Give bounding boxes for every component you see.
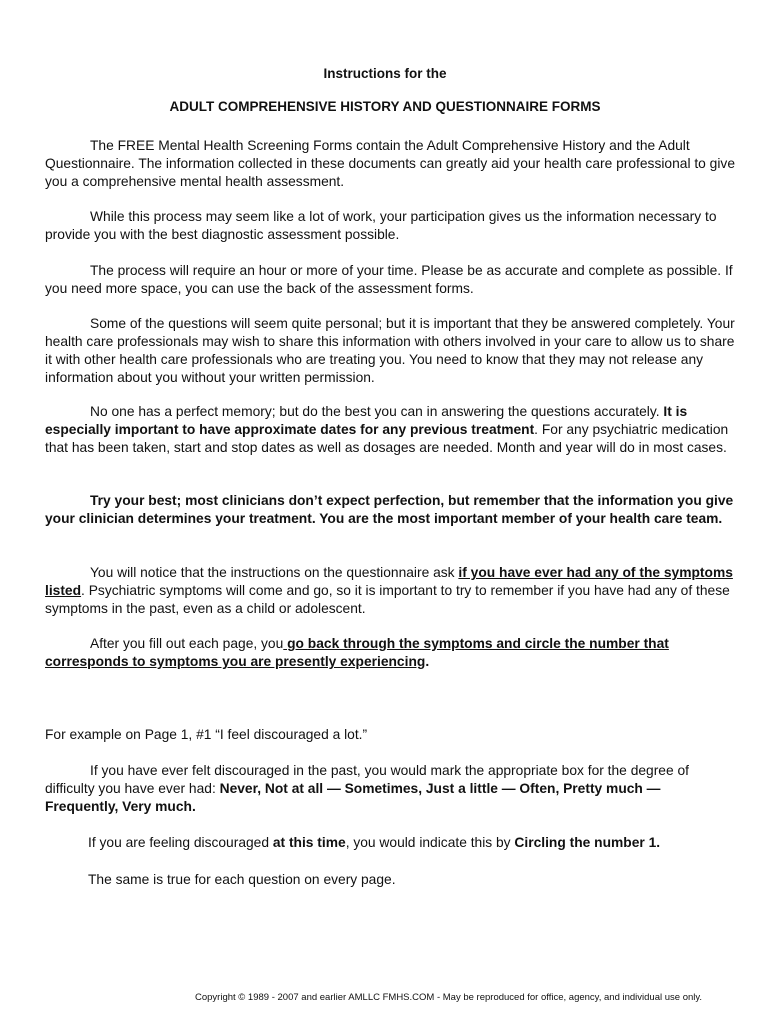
paragraph-9 xyxy=(45,762,735,816)
paragraph-6-text: Try your best; most clinicians don’t expect perfection, but remember that the information you give your clinician determines your treatment. You are the most important member of your health care team. xyxy=(45,493,734,526)
paragraph-4 xyxy=(45,315,735,387)
paragraph-10-emphasis-d: Circling the number 1. xyxy=(514,835,661,850)
paragraph-8-underlined: go back through the symptoms and circle the number that corresponds to symptoms you are presently experiencing xyxy=(45,636,669,669)
paragraph-10-text-c: , you would indicate this by xyxy=(345,835,515,850)
paragraph-8-text-c: . xyxy=(425,654,430,669)
paragraph-10-text-a: If you are feeling discouraged xyxy=(88,835,273,850)
paragraph-1-text: The FREE Mental Health Screening Forms contain the Adult Comprehensive History and the Adult Questionnaire. The information collected in these documents can greatly aid your health care professional to give you a comprehensive mental health assessment. xyxy=(45,138,735,189)
example-line: For example on Page 1, #1 “I feel discouraged a lot.” xyxy=(45,727,368,742)
paragraph-5-text-a: No one has a perfect memory; but do the best you can in answering the questions accurately. xyxy=(90,404,664,419)
paragraph-11 xyxy=(45,871,735,889)
paragraph-5-text-c: . For any psychiatric medication that has been taken, start and stop dates as well as dosages are needed. Month and year will do in most cases. xyxy=(45,422,729,455)
paragraph-7-text-c: . Psychiatric symptoms will come and go, so it is important to try to remember if you have had any of these symptoms in the past, even as a child or adolescent. xyxy=(45,583,730,616)
paragraph-3-text: The process will require an hour or more of your time. Please be as accurate and complete as possible. If you need more space, you can use the back of the assessment forms. xyxy=(45,263,733,296)
paragraph-11-text: The same is true for each question on every page. xyxy=(88,872,396,887)
title-line-2: ADULT COMPREHENSIVE HISTORY AND QUESTIONNAIRE FORMS xyxy=(169,99,601,114)
paragraph-9-scale: Never, Not at all — Sometimes, Just a little — Often, Pretty much — Frequently, Very much. xyxy=(45,781,661,814)
paragraph-8 xyxy=(45,635,735,671)
paragraph-5-emphasis: It is especially important to have approximate dates for any previous treatment xyxy=(45,404,688,437)
paragraph-10-emphasis-b: at this time xyxy=(272,835,346,850)
paragraph-4-text: Some of the questions will seem quite personal; but it is important that they be answered completely. Your health care professionals may wish to share this information with others involved in your care to allow us to share it with other health care professionals who are treating you. You need to know that they may not release any information about you without your written permission. xyxy=(45,316,735,385)
paragraph-7 xyxy=(45,564,735,618)
paragraph-6 xyxy=(45,492,735,528)
paragraph-2-text: While this process may seem like a lot of work, your participation gives us the information necessary to provide you with the best diagnostic assessment possible. xyxy=(45,209,717,242)
title-line-1: Instructions for the xyxy=(323,66,447,81)
paragraph-1 xyxy=(45,137,735,191)
copyright-footer: Copyright © 1989 - 2007 and earlier AMLLC FMHS.COM - May be reproduced for office, agency, and individual use only. xyxy=(195,992,703,1003)
paragraph-2 xyxy=(45,208,735,244)
paragraph-7-underlined: if you have ever had any of the symptoms listed xyxy=(45,565,733,598)
paragraph-8-text-a: After you fill out each page, you xyxy=(90,636,284,651)
paragraph-10 xyxy=(45,834,735,852)
paragraph-5 xyxy=(45,403,735,457)
paragraph-9-text-a: If you have ever felt discouraged in the past, you would mark the appropriate box for the degree of difficulty you have ever had: xyxy=(45,763,689,796)
paragraph-7-text-a: You will notice that the instructions on the questionnaire ask xyxy=(90,565,459,580)
paragraph-3 xyxy=(45,262,735,298)
